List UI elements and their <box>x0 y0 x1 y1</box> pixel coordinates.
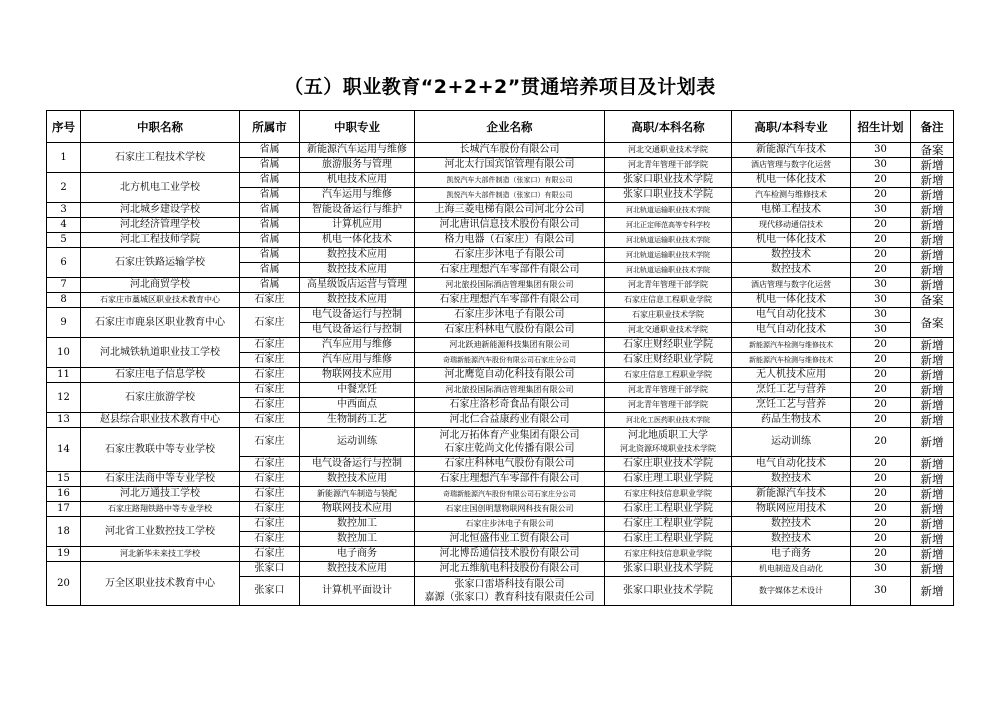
table-row <box>47 368 954 383</box>
note: 新增 <box>911 502 954 517</box>
college: 石家庄科技信息职业学院 <box>605 487 732 502</box>
city: 石家庄 <box>240 383 300 398</box>
college-line-1: 河北地质职工大学 <box>628 430 708 441</box>
major: 数控技术应用 <box>300 248 415 263</box>
company: 河北旅投国际酒店管理集团有限公司 <box>415 278 605 293</box>
school-name: 河北省工业数控技工学校 <box>81 517 240 547</box>
college: 河北青年管理干部学院 <box>605 398 732 413</box>
major: 中西面点 <box>300 398 415 413</box>
major: 新能源汽车运用与维修 <box>300 143 415 158</box>
note: 新增 <box>911 188 954 203</box>
college-major: 运动训练 <box>732 428 851 457</box>
major: 数控技术应用 <box>300 472 415 487</box>
school-name: 赵县综合职业技术教育中心 <box>81 413 240 428</box>
city: 石家庄 <box>240 338 300 353</box>
plan: 30 <box>851 323 911 338</box>
company: 河北仁合益康药业有限公司 <box>415 413 605 428</box>
college: 张家口职业技术学院 <box>605 562 732 577</box>
college: 河北轨道运输职业技术学院 <box>605 263 732 278</box>
major: 数控加工 <box>300 517 415 532</box>
city: 石家庄 <box>240 398 300 413</box>
college-major: 电梯工程技术 <box>732 203 851 218</box>
college-major: 机电一体化技术 <box>732 173 851 188</box>
company: 上海三菱电梯有限公司河北分公司 <box>415 203 605 218</box>
major: 汽车应用与维修 <box>300 353 415 368</box>
major: 高星级饭店运营与管理 <box>300 278 415 293</box>
plan: 30 <box>851 278 911 293</box>
major: 电气设备运行与控制 <box>300 457 415 472</box>
college: 石家庄工程职业学院 <box>605 502 732 517</box>
city: 石家庄 <box>240 547 300 562</box>
major: 电气设备运行与控制 <box>300 308 415 323</box>
plan: 20 <box>851 428 911 457</box>
row-no: 12 <box>47 383 81 413</box>
company-line-2: 石家庄乾尚文化传播有限公司 <box>444 443 575 454</box>
college-major: 数控技术 <box>732 248 851 263</box>
college: 张家口职业技术学院 <box>605 188 732 203</box>
college-major: 机电一体化技术 <box>732 233 851 248</box>
table-row <box>47 233 954 248</box>
row-no: 1 <box>47 143 81 173</box>
school-name: 河北城乡建设学校 <box>81 203 240 218</box>
major: 物联网技术应用 <box>300 368 415 383</box>
note: 备案 <box>911 293 954 308</box>
major: 运动训练 <box>300 428 415 457</box>
plan: 30 <box>851 143 911 158</box>
college-major: 物联网应用技术 <box>732 502 851 517</box>
major: 智能设备运行与维护 <box>300 203 415 218</box>
company: 凯悦汽车大部件制造（张家口）有限公司 <box>415 188 605 203</box>
city: 张家口 <box>240 562 300 577</box>
major: 数控技术应用 <box>300 263 415 278</box>
company: 河北太行国宾馆管理有限公司 <box>415 158 605 173</box>
company-line-1: 张家口雷塔科技有限公司 <box>454 579 565 590</box>
college-major: 数控技术 <box>732 517 851 532</box>
college-major: 电气自动化技术 <box>732 308 851 323</box>
college-major: 新能源汽车检测与维修技术 <box>732 338 851 353</box>
company: 奇瑞新能源汽车股份有限公司石家庄分公司 <box>415 353 605 368</box>
college: 石家庄职业技术学院 <box>605 308 732 323</box>
college: 石家庄财经职业学院 <box>605 353 732 368</box>
row-no: 14 <box>47 428 81 472</box>
note: 新增 <box>911 353 954 368</box>
college-major: 数控技术 <box>732 532 851 547</box>
college: 河北化工医药职业技术学院 <box>605 413 732 428</box>
school-name: 石家庄法商中等专业学校 <box>81 472 240 487</box>
plan: 30 <box>851 158 911 173</box>
major: 物联网技术应用 <box>300 502 415 517</box>
college: 石家庄工程职业学院 <box>605 517 732 532</box>
college-major: 新能源汽车技术 <box>732 143 851 158</box>
row-no: 7 <box>47 278 81 293</box>
college: 石家庄信息工程职业学院 <box>605 368 732 383</box>
table-row <box>47 278 954 293</box>
note: 新增 <box>911 383 954 398</box>
college-major: 药品生物技术 <box>732 413 851 428</box>
row-no: 4 <box>47 218 81 233</box>
major: 数控技术应用 <box>300 562 415 577</box>
plan: 20 <box>851 383 911 398</box>
plan: 20 <box>851 457 911 472</box>
school-name: 万全区职业技术教育中心 <box>81 562 240 606</box>
company-line-1: 河北万拓体育产业集团有限公司 <box>439 430 580 441</box>
col-header-major: 中职专业 <box>300 111 415 143</box>
note: 新增 <box>911 487 954 502</box>
company: 河北旅投国际酒店管理集团有限公司 <box>415 383 605 398</box>
major: 电气设备运行与控制 <box>300 323 415 338</box>
college <box>605 428 732 457</box>
note: 新增 <box>911 428 954 457</box>
college: 河北青年管理干部学院 <box>605 158 732 173</box>
school-name: 河北新华未来技工学校 <box>81 547 240 562</box>
table-row <box>47 143 954 158</box>
company: 石家庄洛杉奇食品有限公司 <box>415 398 605 413</box>
college: 石家庄科技信息职业学院 <box>605 547 732 562</box>
school-name: 河北万通技工学校 <box>81 487 240 502</box>
company: 石家庄理想汽车零部件有限公司 <box>415 293 605 308</box>
plan: 20 <box>851 188 911 203</box>
company: 河北跃迪新能源科技集团有限公司 <box>415 338 605 353</box>
table-row <box>47 502 954 517</box>
city: 石家庄 <box>240 368 300 383</box>
row-no: 6 <box>47 248 81 278</box>
plan: 20 <box>851 547 911 562</box>
plan: 20 <box>851 353 911 368</box>
college: 河北青年管理干部学院 <box>605 383 732 398</box>
table-row <box>47 517 954 532</box>
note: 新增 <box>911 278 954 293</box>
note: 新增 <box>911 338 954 353</box>
plan: 30 <box>851 562 911 577</box>
note: 新增 <box>911 577 954 606</box>
row-no: 20 <box>47 562 81 606</box>
college-major: 新能源汽车技术 <box>732 487 851 502</box>
plan: 20 <box>851 233 911 248</box>
company: 奇瑞新能源汽车股份有限公司石家庄分公司 <box>415 487 605 502</box>
plan: 30 <box>851 308 911 323</box>
school-name: 石家庄市藁城区职业技术教育中心 <box>81 293 240 308</box>
table-row <box>47 308 954 323</box>
company: 河北恒盛伟业工贸有限公司 <box>415 532 605 547</box>
table-row <box>47 487 954 502</box>
row-no: 15 <box>47 472 81 487</box>
college: 石家庄理工职业学院 <box>605 472 732 487</box>
plan: 30 <box>851 293 911 308</box>
note: 备案 <box>911 308 954 338</box>
table-row <box>47 413 954 428</box>
city: 省属 <box>240 203 300 218</box>
city: 石家庄 <box>240 457 300 472</box>
row-no: 18 <box>47 517 81 547</box>
city: 省属 <box>240 278 300 293</box>
college-major: 电气自动化技术 <box>732 323 851 338</box>
college-major: 电子商务 <box>732 547 851 562</box>
row-no: 3 <box>47 203 81 218</box>
company: 格力电器（石家庄）有限公司 <box>415 233 605 248</box>
note: 新增 <box>911 398 954 413</box>
major: 电子商务 <box>300 547 415 562</box>
college-line-2: 河北资源环境职业技术学院 <box>620 444 716 453</box>
col-header-city: 所属市 <box>240 111 300 143</box>
table-row <box>47 218 954 233</box>
plan: 20 <box>851 218 911 233</box>
college-major: 数字媒体艺术设计 <box>732 577 851 606</box>
note: 新增 <box>911 547 954 562</box>
row-no: 9 <box>47 308 81 338</box>
school-name: 石家庄路翔铁路中等专业学校 <box>81 502 240 517</box>
company: 河北唐讯信息技术股份有限公司 <box>415 218 605 233</box>
row-no: 16 <box>47 487 81 502</box>
school-name: 石家庄电子信息学校 <box>81 368 240 383</box>
college-major: 数控技术 <box>732 263 851 278</box>
major: 汽车应用与维修 <box>300 338 415 353</box>
program-table <box>46 110 954 606</box>
company-line-2: 嘉源（张家口）教育科技有限责任公司 <box>424 592 595 603</box>
college-major: 烹饪工艺与营养 <box>732 398 851 413</box>
college: 河北青年管理干部学院 <box>605 278 732 293</box>
note: 新增 <box>911 368 954 383</box>
table-row <box>47 562 954 577</box>
plan: 20 <box>851 502 911 517</box>
school-name: 石家庄工程技术学校 <box>81 143 240 173</box>
col-header-school: 中职名称 <box>81 111 240 143</box>
note: 新增 <box>911 248 954 263</box>
company: 石家庄理想汽车零部件有限公司 <box>415 263 605 278</box>
row-no: 10 <box>47 338 81 368</box>
major: 新能源汽车制造与装配 <box>300 487 415 502</box>
company: 石家庄理想汽车零部件有限公司 <box>415 472 605 487</box>
plan: 20 <box>851 517 911 532</box>
city: 石家庄 <box>240 487 300 502</box>
major: 汽车运用与维修 <box>300 188 415 203</box>
major: 中餐烹饪 <box>300 383 415 398</box>
college: 石家庄工程职业学院 <box>605 532 732 547</box>
note: 新增 <box>911 233 954 248</box>
note: 新增 <box>911 517 954 532</box>
col-header-note: 备注 <box>911 111 954 143</box>
company: 石家庄科林电气股份有限公司 <box>415 457 605 472</box>
company <box>415 428 605 457</box>
city: 石家庄 <box>240 517 300 532</box>
row-no: 2 <box>47 173 81 203</box>
note: 新增 <box>911 158 954 173</box>
note: 新增 <box>911 472 954 487</box>
page-title: （五）职业教育“2+2+2”贯通培养项目及计划表 <box>284 76 716 98</box>
table-row <box>47 472 954 487</box>
college-major: 酒店管理与数字化运营 <box>732 158 851 173</box>
col-header-college-major: 高职/本科专业 <box>732 111 851 143</box>
row-no: 19 <box>47 547 81 562</box>
college: 河北交通职业技术学院 <box>605 143 732 158</box>
school-name: 河北商贸学校 <box>81 278 240 293</box>
college-major: 无人机技术应用 <box>732 368 851 383</box>
city: 石家庄 <box>240 413 300 428</box>
major: 数控技术应用 <box>300 293 415 308</box>
major: 数控加工 <box>300 532 415 547</box>
plan: 20 <box>851 413 911 428</box>
col-header-college: 高职/本科名称 <box>605 111 732 143</box>
plan: 20 <box>851 248 911 263</box>
college-major: 机电一体化技术 <box>732 293 851 308</box>
college: 河北轨道运输职业技术学院 <box>605 248 732 263</box>
plan: 20 <box>851 487 911 502</box>
company: 河北鹰览自动化科技有限公司 <box>415 368 605 383</box>
note: 备案 <box>911 143 954 158</box>
major: 机电技术应用 <box>300 173 415 188</box>
major: 旅游服务与管理 <box>300 158 415 173</box>
college: 河北交通职业技术学院 <box>605 323 732 338</box>
school-name: 北方机电工业学校 <box>81 173 240 203</box>
college: 河北轨道运输职业技术学院 <box>605 233 732 248</box>
city: 省属 <box>240 173 300 188</box>
plan: 20 <box>851 368 911 383</box>
note: 新增 <box>911 532 954 547</box>
city: 省属 <box>240 158 300 173</box>
college: 河北轨道运输职业技术学院 <box>605 203 732 218</box>
major: 生物制药工艺 <box>300 413 415 428</box>
plan: 20 <box>851 338 911 353</box>
city: 省属 <box>240 143 300 158</box>
college: 张家口职业技术学院 <box>605 577 732 606</box>
city: 省属 <box>240 263 300 278</box>
school-name: 河北城铁轨道职业技工学校 <box>81 338 240 368</box>
row-no: 17 <box>47 502 81 517</box>
school-name: 河北经济管理学校 <box>81 218 240 233</box>
school-name: 石家庄铁路运输学校 <box>81 248 240 278</box>
college: 河北正定师范高等专科学校 <box>605 218 732 233</box>
college-major: 数控技术 <box>732 472 851 487</box>
note: 新增 <box>911 218 954 233</box>
note: 新增 <box>911 263 954 278</box>
company: 石家庄科林电气股份有限公司 <box>415 323 605 338</box>
table-row <box>47 383 954 398</box>
table-row <box>47 293 954 308</box>
plan: 20 <box>851 532 911 547</box>
row-no: 13 <box>47 413 81 428</box>
header-row <box>47 111 954 143</box>
college-major: 烹饪工艺与营养 <box>732 383 851 398</box>
company: 石家庄步沐电子有限公司 <box>415 248 605 263</box>
col-header-company: 企业名称 <box>415 111 605 143</box>
plan: 30 <box>851 577 911 606</box>
city: 省属 <box>240 248 300 263</box>
city: 石家庄 <box>240 353 300 368</box>
plan: 20 <box>851 398 911 413</box>
city: 石家庄 <box>240 532 300 547</box>
col-header-no: 序号 <box>47 111 81 143</box>
city: 省属 <box>240 233 300 248</box>
row-no: 11 <box>47 368 81 383</box>
college-major: 机电制造及自动化 <box>732 562 851 577</box>
city: 省属 <box>240 218 300 233</box>
college-major: 电气自动化技术 <box>732 457 851 472</box>
college: 张家口职业技术学院 <box>605 173 732 188</box>
college-major: 汽车检测与维修技术 <box>732 188 851 203</box>
plan: 20 <box>851 173 911 188</box>
table-row <box>47 428 954 457</box>
company <box>415 577 605 606</box>
major: 计算机应用 <box>300 218 415 233</box>
major: 计算机平面设计 <box>300 577 415 606</box>
college-major: 新能源汽车检测与维修技术 <box>732 353 851 368</box>
note: 新增 <box>911 203 954 218</box>
city: 张家口 <box>240 577 300 606</box>
table-row <box>47 547 954 562</box>
note: 新增 <box>911 173 954 188</box>
school-name: 石家庄旅游学校 <box>81 383 240 413</box>
company: 石家庄国创明慧物联网科技有限公司 <box>415 502 605 517</box>
row-no: 5 <box>47 233 81 248</box>
note: 新增 <box>911 562 954 577</box>
plan: 20 <box>851 472 911 487</box>
plan: 20 <box>851 263 911 278</box>
city: 石家庄 <box>240 472 300 487</box>
company: 河北五维航电科技股份有限公司 <box>415 562 605 577</box>
college: 石家庄职业技术学院 <box>605 457 732 472</box>
table-row <box>47 248 954 263</box>
company: 石家庄步沐电子有限公司 <box>415 517 605 532</box>
city: 省属 <box>240 188 300 203</box>
company: 凯悦汽车大部件制造（张家口）有限公司 <box>415 173 605 188</box>
school-name: 石家庄教联中等专业学校 <box>81 428 240 472</box>
city: 石家庄 <box>240 293 300 308</box>
row-no: 8 <box>47 293 81 308</box>
company: 河北博岳通信技术股份有限公司 <box>415 547 605 562</box>
major: 机电一体化技术 <box>300 233 415 248</box>
company: 长城汽车股份有限公司 <box>415 143 605 158</box>
city: 石家庄 <box>240 308 300 338</box>
city: 石家庄 <box>240 502 300 517</box>
plan: 30 <box>851 203 911 218</box>
school-name: 石家庄市鹿泉区职业教育中心 <box>81 308 240 338</box>
company: 石家庄步沐电子有限公司 <box>415 308 605 323</box>
table-row <box>47 338 954 353</box>
city: 石家庄 <box>240 428 300 457</box>
table-row <box>47 173 954 188</box>
college-major: 酒店管理与数字化运营 <box>732 278 851 293</box>
note: 新增 <box>911 457 954 472</box>
table-row <box>47 203 954 218</box>
college: 石家庄信息工程职业学院 <box>605 293 732 308</box>
college: 石家庄财经职业学院 <box>605 338 732 353</box>
col-header-plan: 招生计划 <box>851 111 911 143</box>
college-major: 现代移动通信技术 <box>732 218 851 233</box>
note: 新增 <box>911 413 954 428</box>
school-name: 河北工程技师学院 <box>81 233 240 248</box>
